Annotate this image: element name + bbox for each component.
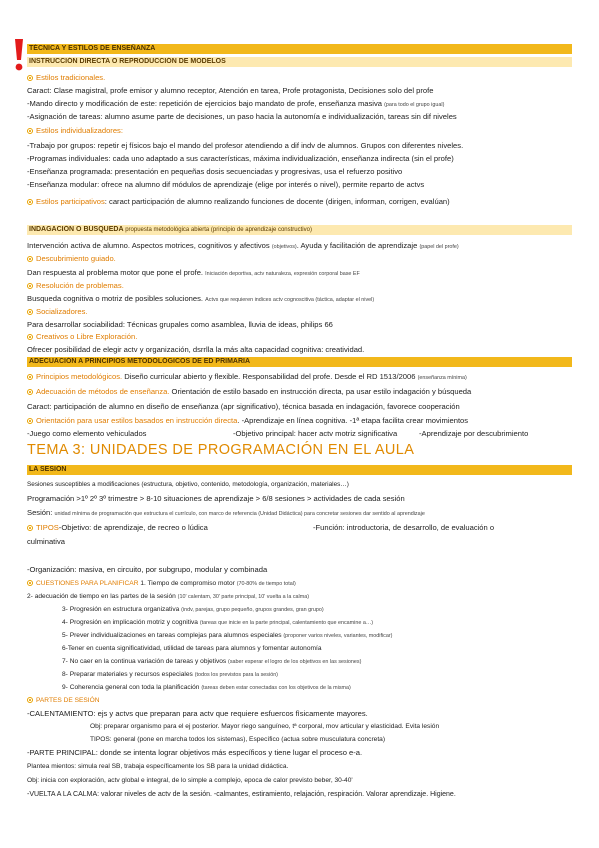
text-line: 3- Progresión en estructura organizativa (indv, parejas, grupo pequeño, grupos grandes, gran grupo) (62, 606, 324, 613)
text-line: -CALENTAMIENTO: ejs y actvs que preparan para actv que requiere esfuercos fìsicamente mayores. (27, 709, 368, 718)
text-line: -Mando directo y modificación de este: repetición de ejercicios bajo mandato de profe, enseñanza masiva (para todo el grupo igual) (27, 99, 445, 108)
text-line: Obj: inicia con exploración, actv global e integral, de lo simple a complejo, epoca de calor previsto beber, 30-40' (27, 777, 353, 784)
text-line: TIPOS-Objetivo: de aprendizaje, de recreo o lúdica -Función: introductoria, de desarrollo, de evaluación o (27, 523, 575, 533)
circle-bullet-icon (27, 389, 33, 395)
text-line: 6-Tener en cuenta significatividad, utilidad de tareas para alumnos y fomentar autonomía (62, 645, 322, 652)
text-line: -PARTE PRINCIPAL: donde se intenta lograr objetivos más específicos y tiene lugar el proceso e-a. (27, 748, 363, 757)
text-line: Plantea mientos: simula real SB, trabaja específicamente los SB para la unidad didáctica. (27, 763, 289, 770)
text-line: Adecuación de métodos de enseñanza. Orientación de estilo basado en instrucción directa, pa usar estilo indagación y búsqueda (27, 387, 575, 397)
text-line: -Enseñanza modular: ofrece na alumno dif módulos de aprendizaje (elige por interés o nivel), permite reparto de actvs (27, 180, 425, 189)
text-line: Ofrecer posibilidad de elegir actv y organización, dsrrlla la más alta capacidad cognitiva: creatividad. (27, 345, 365, 354)
text-line: Dan respuesta al problema motor que pone el profe. Iniciación deportiva, actv naturaleza, expresión corporal base EF (27, 268, 360, 277)
section-bar-adecuacion: ADECUACIÓN A PRINCIPIOS METODOLÓGICOS DE ED PRIMARIA (27, 357, 572, 367)
circle-bullet-icon (27, 418, 33, 424)
text-line: -Juego como elemento vehiculados -Objetivo principal: hacer actv motriz significativa -Aprendizaje por descubrimiento (27, 429, 529, 438)
text-line: Programación >1º 2º 3º trimestre > 8-10 situaciones de aprendizaje > 6/8 sesiones > actividades de cada sesión (27, 494, 405, 503)
text-line: -Trabajo por grupos: repetir ej físicos bajo el mando del profesor atendiendo a dif indv de alumnos. Grupos con diferentes niveles. (27, 141, 464, 150)
section-bar-instruccion: INSTRUCCIÓN DIRECTA O REPRODUCCIÓN DE MODELOS (27, 57, 572, 67)
circle-bullet-icon (27, 75, 33, 81)
text-line: 8- Preparar materiales y recursos especiales (todos los previstos para la sesión) (62, 671, 278, 678)
circle-bullet-icon (27, 697, 33, 703)
heading-resolucion-problemas: Resolución de problemas. (27, 281, 575, 291)
text-line: Obj: preparar organismo para el ej posterior. Mayor riego sanguíneo, tª corporal, mov articular y elasticidad. Evita lesión (90, 723, 440, 730)
heading-creativos: Creativos o Libre Exploración. (27, 332, 575, 342)
circle-bullet-icon (27, 283, 33, 289)
text-line: 7- No caer en la continua variación de tareas y objetivos (saber esperar el logro de los objetivos en las sesiones) (62, 658, 362, 665)
circle-bullet-icon (27, 256, 33, 262)
text-line: Estilos participativos: caract participación de alumno realizando funciones de docente (dirigen, informan, corrigen, evalúan) (27, 197, 575, 207)
text-line: Para desarrollar sociabilidad: Técnicas grupales como asamblea, lluvia de ideas, philips 66 (27, 320, 333, 329)
text-line: Principios metodológicos. Diseño curricular abierto y flexible. Responsabilidad del profe. Desde el RD 1513/2006 (enseñanza mínima) (27, 372, 575, 383)
text-line: Sesión: unidad mínima de programación que estructura el currículo, con marco de referencia (Unidad Didáctica) para concretar sesiones dar sentido al aprendizaje (27, 508, 425, 517)
section-bar-sesion: LA SESIÓN (27, 465, 572, 475)
text-line: -Programas individuales: cada uno adaptado a sus características, máxima individualización, enseñanza indirecta (sin el profe) (27, 154, 454, 163)
text-line: 9- Coherencia general con toda la planificación (tareas deben estar conectadas con los objetivos de la misma) (62, 684, 351, 691)
heading-estilos-tradicionales: Estilos tradicionales. (27, 73, 575, 83)
circle-bullet-icon (27, 199, 33, 205)
page-title: TEMA 3: UNIDADES DE PROGRAMACIÓN EN EL AULA (27, 442, 415, 458)
text-line: -VUELTA A LA CALMA: valorar niveles de actv de la sesión. -calmantes, estiramiento, relajación, respiración. Valorar aprendizaje. Higiene. (27, 791, 456, 798)
text-line: -Enseñanza programada: presentación en pequeñas dosis secuenciadas y progresivas, usa el refuerzo positivo (27, 167, 403, 176)
circle-bullet-icon (27, 525, 33, 531)
text-line: Caract: Clase magistral, profe emisor y alumno receptor, Atención en tarea, Profe protagonista, Decisiones solo del profe (27, 86, 434, 95)
heading-descubrimiento-guiado: Descubrimiento guiado. (27, 254, 575, 264)
text-line: 5- Prever individualizaciones en tareas complejas para alumnos especiales (proponer varios niveles, variantes, modificar) (62, 632, 393, 639)
circle-bullet-icon (27, 309, 33, 315)
section-bar-indagacion: INDAGACIÓN O BÚSQUEDA propuesta metodológica abierta (principio de aprendizaje constructivo) (27, 225, 572, 235)
text-line: Orientación para usar estilos basados en instrucción directa. -Aprendizaje en línea cognitiva. -1ª etapa facilita crear movimientos (27, 416, 575, 426)
circle-bullet-icon (27, 334, 33, 340)
circle-bullet-icon (27, 374, 33, 380)
circle-bullet-icon (27, 580, 33, 586)
text-line: 4- Progresión en implicación motriz y cognitiva (tareas que inicie en la parte principal, calentamiento que encamine a…) (62, 619, 374, 626)
text-line: -Organización: masiva, en circuito, por subgrupo, modular y combinada (27, 565, 268, 574)
circle-bullet-icon (27, 128, 33, 134)
text-line: 2- adecuación de tiempo en las partes de la sesión (10' calentam, 30' parte principal, 10' vuelta a la calma) (27, 593, 310, 600)
text-line: -Asignación de tareas: alumno asume parte de decisiones, un paso hacia la autonomía e individualización, tareas sin dif niveles (27, 112, 457, 121)
heading-socializadores: Socializadores. (27, 307, 575, 317)
section-bar-tecnica: TÉCNICA Y ESTILOS DE ENSEÑANZA (27, 44, 572, 54)
text-line: TIPOS: general (pone en marcha todos los sistemas), Específico (actua sobre musculatura concreta) (90, 736, 386, 743)
heading-estilos-individualizadores: Estilos individualizadores: (27, 126, 575, 136)
heading-partes-sesion: PARTES DE SESIÓN (27, 696, 575, 706)
text-line: Sesiones susceptibles a modificaciones (estructura, objetivo, contenido, metodología, organización, materiales…) (27, 481, 349, 488)
text-line: CUESTIONES PARA PLANIFICAR 1. Tiempo de compromiso motor (70-80% de tiempo total) (27, 579, 575, 589)
text-line: Intervención activa de alumno. Aspectos motrices, cognitivos y afectivos (objetivos). Ayuda y facilitación de aprendizaje (papel del profe) (27, 241, 459, 250)
text-line: Busqueda cognitiva o motriz de posibles soluciones. Actvs que requieren indices actv cognoscitiva (táctica, adaptar el nivel) (27, 294, 375, 303)
text-line: culminativa (27, 537, 65, 546)
text-line: Caract: participación de alumno en diseño de enseñanza (apr significativo), técnica basada en indagación, favorece cooperación (27, 402, 460, 411)
exclamation-icon (13, 38, 25, 72)
